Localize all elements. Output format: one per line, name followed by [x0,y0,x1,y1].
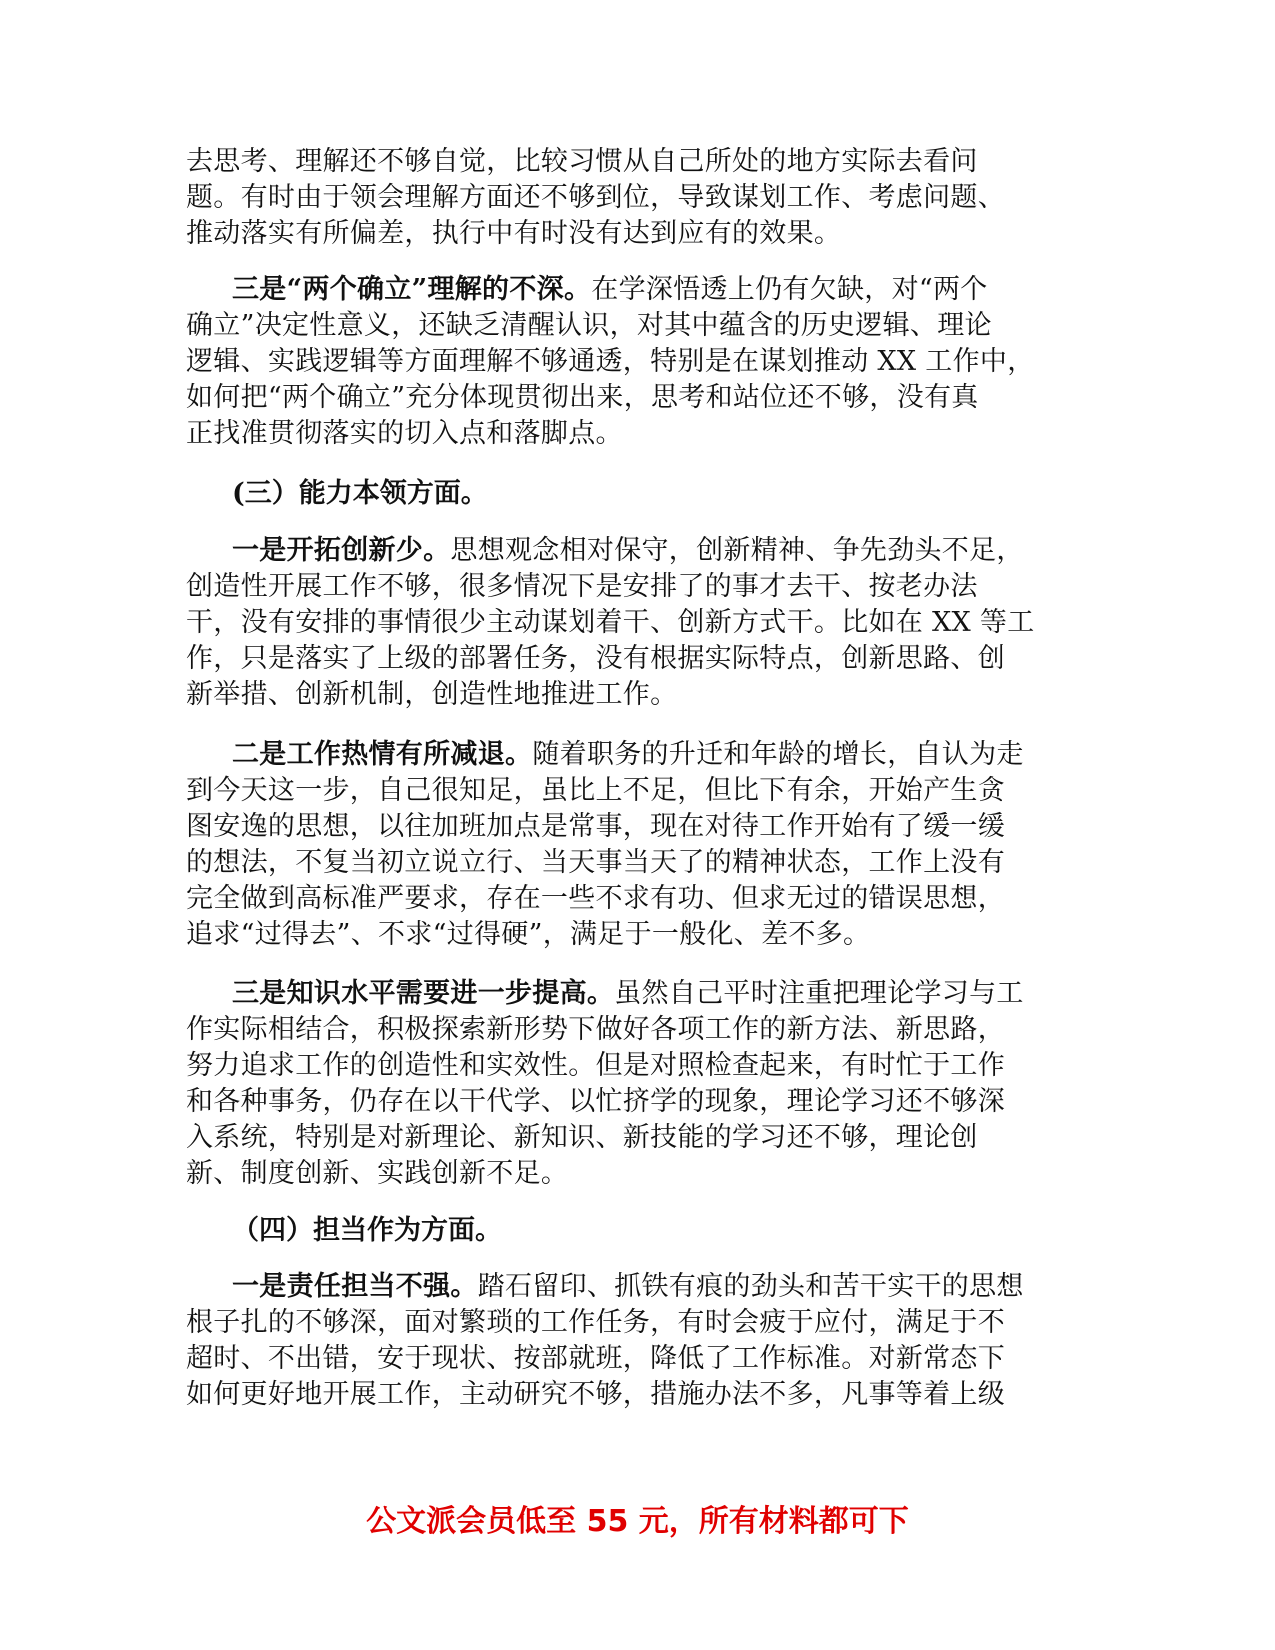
paragraph-line: 和各种事务，仍存在以干代学、以忙挤学的现象，理论学习还不够深 [186,1086,1005,1117]
paragraph-line: 图安逸的思想，以往加班加点是常事，现在对待工作开始有了缓一缓 [186,811,1005,842]
paragraph-line: 到今天这一步，自己很知足，虽比上不足，但比下有余，开始产生贪 [186,775,1005,806]
paragraph-line: 逻辑、实践逻辑等方面理解不够通透，特别是在谋划推动 XX 工作中， [186,346,1035,377]
paragraph-first-line [232,737,1024,773]
paragraph-line: 新举措、创新机制，创造性地推进工作。 [186,679,678,710]
paragraph-first-line [232,1269,1024,1305]
paragraph-lead: 一是开拓创新少。 [232,535,451,566]
paragraph-line: 努力追求工作的创造性和实效性。但是对照检查起来，有时忙于工作 [186,1050,1005,1081]
paragraph-line: 确立”决定性意义，还缺乏清醒认识，对其中蕴含的历史逻辑、理论 [186,310,992,341]
paragraph-line: 追求“过得去”、不求“过得硬”，满足于一般化、差不多。 [186,919,871,950]
paragraph-line: 如何更好地开展工作，主动研究不够，措施办法不多，凡事等着上级 [186,1379,1005,1410]
paragraph-lead: 二是工作热情有所减退。 [232,739,533,770]
paragraph-text: 虽然自己平时注重把理论学习与工 [614,978,1024,1009]
paragraph-line: 的想法，不复当初立说立行、当天事当天了的精神状态，工作上没有 [186,847,1005,878]
intro-line: 题。有时由于领会理解方面还不够到位，导致谋划工作、考虑问题、 [186,182,1005,213]
paragraph-first-line [232,272,988,308]
section-heading: (三）能力本领方面。 [232,478,488,509]
paragraph-lead: 一是责任担当不强。 [232,1271,478,1302]
paragraph-line: 作，只是落实了上级的部署任务，没有根据实际特点，创新思路、创 [186,643,1005,674]
paragraph-text: 踏石留印、抓铁有痕的劲头和苦干实干的思想 [477,1271,1024,1302]
paragraph-line: 作实际相结合，积极探索新形势下做好各项工作的新方法、新思路， [186,1014,1005,1045]
paragraph-line: 正找准贯彻落实的切入点和落脚点。 [186,418,623,449]
paragraph-text: 思想观念相对保守，创新精神、争先劲头不足， [450,535,1024,566]
paragraph-line: 新、制度创新、实践创新不足。 [186,1158,569,1189]
paragraph-text: 随着职务的升迁和年龄的增长，自认为走 [532,739,1024,770]
paragraph-line: 超时、不出错，安于现状、按部就班，降低了工作标准。对新常态下 [186,1343,1005,1374]
paragraph-line: 干，没有安排的事情很少主动谋划着干、创新方式干。比如在 XX 等工 [186,607,1035,638]
paragraph-line: 根子扎的不够深，面对繁琐的工作任务，有时会疲于应付，满足于不 [186,1307,1005,1338]
paragraph-line: 完全做到高标准严要求，存在一些不求有功、但求无过的错误思想， [186,883,1005,914]
paragraph-lead: 三是“两个确立”理解的不深。 [232,274,592,305]
paragraph-lead: 三是知识水平需要进一步提高。 [232,978,615,1009]
paragraph-first-line [232,533,1024,569]
paragraph-line: 入系统，特别是对新理论、新知识、新技能的学习还不够，理论创 [186,1122,978,1153]
intro-line: 去思考、理解还不够自觉，比较习惯从自己所处的地方实际去看问 [186,146,978,177]
paragraph-text: 在学深悟透上仍有欠缺，对“两个 [591,274,988,305]
paragraph-line: 创造性开展工作不够，很多情况下是安排了的事才去干、按老办法 [186,571,978,602]
intro-line: 推动落实有所偏差，执行中有时没有达到应有的效果。 [186,218,842,249]
section-heading: （四）担当作为方面。 [232,1215,502,1246]
paragraph-first-line [232,976,1024,1012]
footer-promo-text: 公文派会员低至 55 元，所有材料都可下 [366,1504,909,1539]
paragraph-line: 如何把“两个确立”充分体现贯彻出来，思考和站位还不够，没有真 [186,382,979,413]
